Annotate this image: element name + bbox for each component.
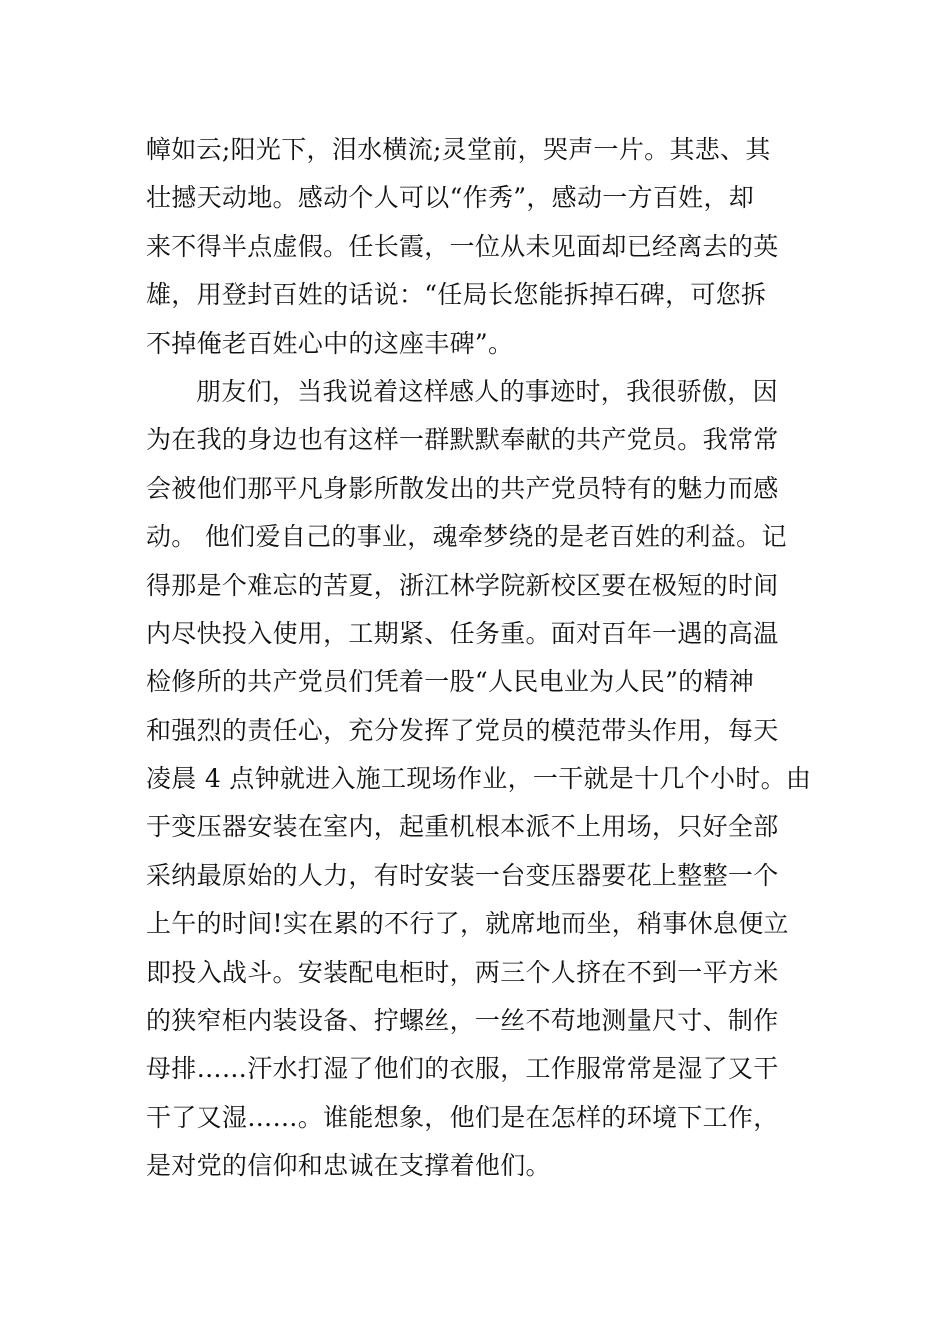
text-line: 壮撼天动地。感动个人可以“作秀”，感动一方百姓，却 [146, 183, 755, 213]
text-line: 母排……汗水打湿了他们的衣服，工作服常常是湿了又干 [146, 1054, 779, 1084]
paragraph-1 [146, 126, 814, 368]
text-line: 凌晨 4 点钟就进入施工现场作业，一干就是十几个小时。由 [146, 764, 812, 794]
text-line: 和强烈的责任心，充分发挥了党员的模范带头作用，每天 [146, 715, 779, 745]
text-line: 于变压器安装在室内，起重机根本派不上用场，只好全部 [146, 812, 779, 842]
text-line: 幛如云;阳光下，泪水横流;灵堂前，哭声一片。其悲、其 [146, 135, 771, 164]
paragraph-2 [146, 368, 814, 1191]
body-text [146, 126, 814, 1191]
text-line: 不掉俺老百姓心中的这座丰碑”。 [146, 328, 514, 358]
text-line: 动。 他们爱自己的事业，魂牵梦绕的是老百姓的利益。记 [146, 522, 787, 552]
text-line: 上午的时间!实在累的不行了，就席地而坐，稍事休息便立 [146, 909, 789, 939]
text-line: 得那是个难忘的苦夏，浙江林学院新校区要在极短的时间 [146, 570, 779, 600]
text-line: 采纳最原始的人力，有时安装一台变压器要花上整整一个 [146, 860, 779, 890]
text-line: 来不得半点虚假。任长霞，一位从未见面却已经离去的英 [146, 231, 779, 261]
text-line: 朋友们，当我说着这样感人的事迹时，我很骄傲，因 [196, 376, 778, 406]
text-line: 检修所的共产党员们凭着一股“人民电业为人民”的精神 [146, 667, 755, 697]
text-line: 为在我的身边也有这样一群默默奉献的共产党员。我常常 [146, 425, 779, 455]
text-line: 雄，用登封百姓的话说：“任局长您能拆掉石碑，可您拆 [146, 280, 767, 310]
text-line: 的狭窄柜内装设备、拧螺丝，一丝不苟地测量尺寸、制作 [146, 1006, 779, 1036]
text-line: 会被他们那平凡身影所散发出的共产党员特有的魅力而感 [146, 473, 779, 503]
text-line: 干了又湿……。谁能想象，他们是在怎样的环境下工作， [146, 1102, 779, 1132]
text-line: 是对党的信仰和忠诚在支撑着他们。 [146, 1151, 551, 1181]
text-line: 即投入战斗。安装配电柜时，两三个人挤在不到一平方米 [146, 957, 779, 987]
text-line: 内尽快投入使用，工期紧、任务重。面对百年一遇的高温 [146, 618, 779, 648]
